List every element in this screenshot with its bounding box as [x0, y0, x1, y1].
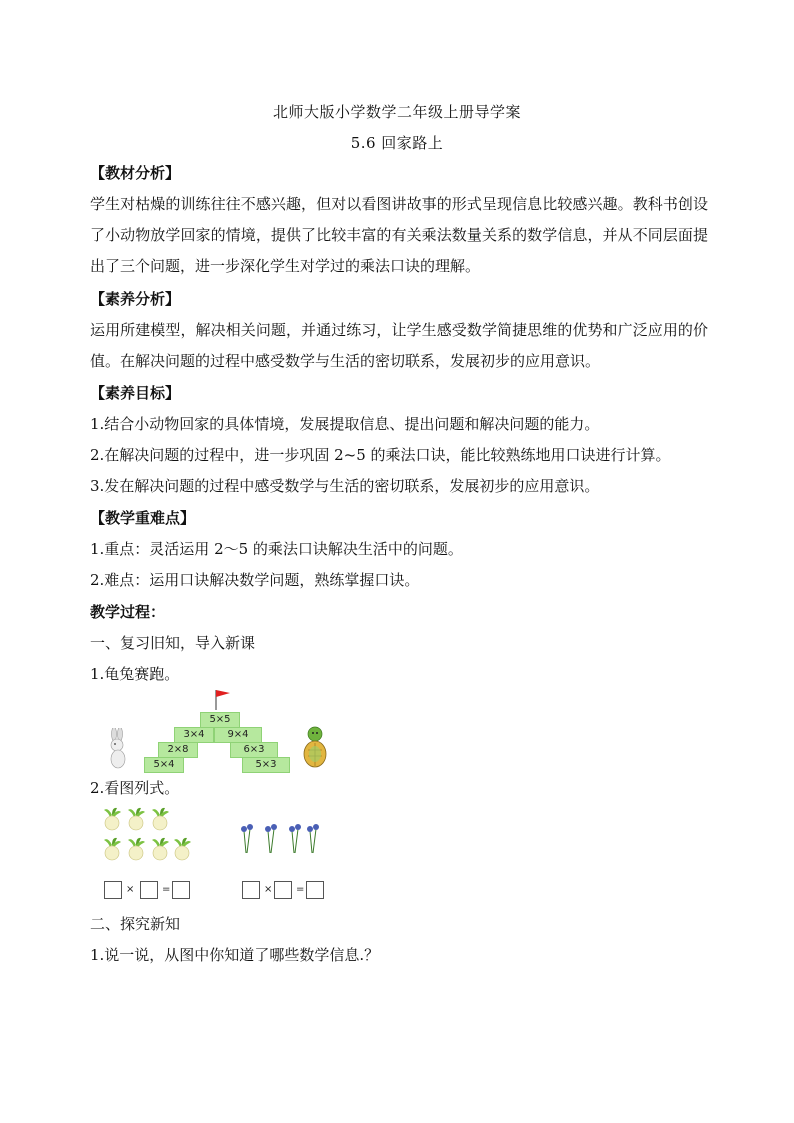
- race-step: 6×3: [230, 742, 278, 758]
- list-item: 2.难点：运用口诀解决数学问题，熟练掌握口诀。: [90, 571, 420, 589]
- times-sign: ×: [264, 884, 273, 895]
- race-step: 2×8: [158, 742, 198, 758]
- item-race: 1.龟兔赛跑。: [90, 665, 180, 683]
- race-step: 5×4: [144, 757, 184, 773]
- answer-box[interactable]: [306, 881, 324, 899]
- heading-process: 教学过程：: [90, 603, 166, 621]
- list-item: 1.重点：灵活运用 2～5 的乘法口诀解决生活中的问题。: [90, 540, 463, 558]
- paragraph-jiaocai: 学生对枯燥的训练往往不感兴趣，但对以看图讲故事的形式呈现信息比较感兴趣。教科书创设了小动物放学回家的情境，提供了比较丰富的有关乘法数量关系的数学信息，并从不同层面提出了三个问题，进一步深化学生对学过的乘法口诀的理解。: [90, 195, 708, 275]
- page-title: 北师大版小学数学二年级上册导学案: [272, 103, 521, 121]
- rabbit-icon: [106, 728, 130, 772]
- equals-sign: =: [162, 884, 171, 895]
- flower-icon: [238, 823, 328, 863]
- answer-box[interactable]: [242, 881, 260, 899]
- list-item: 1.结合小动物回家的具体情境，发展提取信息、提出问题和解决问题的能力。: [90, 415, 600, 433]
- heading-suyang: 【素养分析】: [90, 290, 181, 308]
- item-say: 1.说一说，从图中你知道了哪些数学信息.？: [90, 946, 380, 964]
- item-look: 2.看图列式。: [90, 779, 180, 797]
- list-item: 3.发在解决问题的过程中感受数学与生活的密切联系，发展初步的应用意识。: [90, 477, 600, 495]
- list-item: 2.在解决问题的过程中，进一步巩固 2~5 的乘法口诀，能比较熟练地用口诀进行计算。: [90, 446, 671, 464]
- race-figure: [104, 688, 334, 774]
- paragraph-suyang: 运用所建模型，解决相关问题，并通过练习，让学生感受数学简捷思维的优势和广泛应用的价值。在解决问题的过程中感受数学与生活的密切联系，发展初步的应用意识。: [90, 321, 708, 370]
- answer-box[interactable]: [274, 881, 292, 899]
- heading-zhongnan: 【教学重难点】: [90, 509, 196, 527]
- flag-icon: [214, 688, 234, 710]
- heading-part2: 二、探究新知: [90, 915, 181, 933]
- answer-box[interactable]: [104, 881, 122, 899]
- equation-figure: [100, 805, 335, 905]
- race-step: 5×3: [242, 757, 290, 773]
- answer-box[interactable]: [172, 881, 190, 899]
- lesson-subtitle: 5.6 回家路上: [350, 134, 444, 152]
- radish-icon: [102, 807, 194, 867]
- race-step: 5×5: [200, 712, 240, 728]
- race-step: 3×4: [174, 727, 214, 743]
- heading-jiaocai: 【教材分析】: [90, 164, 181, 182]
- answer-box[interactable]: [140, 881, 158, 899]
- race-step: 9×4: [214, 727, 262, 743]
- turtle-icon: [300, 726, 330, 770]
- heading-part1: 一、复习旧知，导入新课: [90, 634, 256, 652]
- times-sign: ×: [126, 884, 135, 895]
- heading-mubiao: 【素养目标】: [90, 384, 181, 402]
- equals-sign: =: [296, 884, 305, 895]
